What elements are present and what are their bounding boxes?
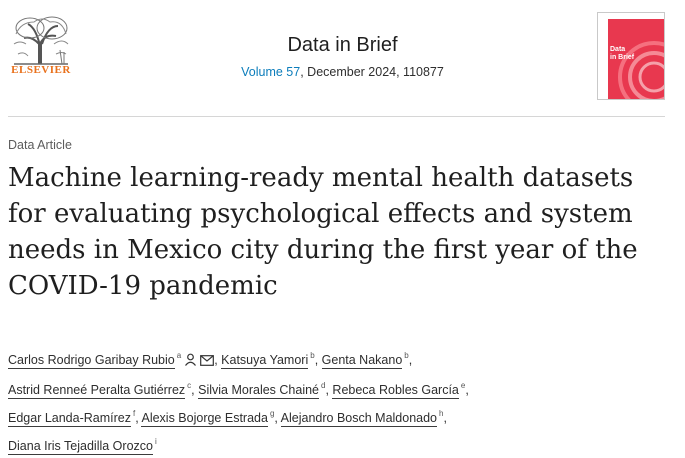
elsevier-wordmark: ELSEVIER — [11, 64, 71, 76]
affiliation-marker: b — [404, 351, 409, 360]
journal-meta — [0, 65, 685, 79]
author-item[interactable] — [8, 411, 135, 425]
author-line — [8, 430, 668, 458]
affiliation-marker: f — [132, 409, 136, 418]
author-item[interactable] — [221, 353, 315, 367]
author-name[interactable]: Diana Iris Tejadilla Orozco — [8, 439, 153, 453]
envelope-icon[interactable] — [200, 351, 214, 374]
journal-cover-thumbnail[interactable] — [597, 12, 665, 100]
author-item[interactable] — [332, 383, 465, 397]
author-item[interactable] — [322, 353, 409, 367]
author-item[interactable] — [141, 411, 274, 425]
author-line: Astrid Renneé Peralta Gutiérrez $^c$, Silvia Morales Chainé $^d$, Rebeca Robles García $^e$, — [8, 381, 469, 397]
journal-title-link[interactable]: Data in Brief — [287, 34, 398, 56]
affiliation-marker: h — [439, 409, 444, 418]
affiliation-marker: g — [269, 409, 275, 418]
affiliation-marker: c — [187, 381, 192, 390]
cover-side-strip — [598, 19, 608, 100]
author-name[interactable]: Genta Nakano — [321, 353, 403, 367]
affiliation-marker: b — [310, 351, 315, 360]
author-name[interactable]: Astrid Renneé Peralta Gutiérrez — [8, 383, 186, 397]
author-item[interactable] — [8, 383, 191, 397]
article-type-label: Data Article — [8, 138, 72, 152]
article-title: Machine learning-ready mental health datasets for evaluating psychological effects and system needs in Mexico city during the first year of the COVID-19 pandemic — [8, 163, 638, 301]
author-item[interactable] — [281, 411, 444, 425]
author-name[interactable]: Alexis Bojorge Estrada — [141, 411, 268, 425]
author-item[interactable] — [8, 439, 157, 453]
author-list — [8, 344, 668, 458]
author-item[interactable] — [198, 383, 325, 397]
volume-link[interactable]: Volume 57 — [241, 65, 301, 79]
affiliation-marker: e — [460, 381, 466, 390]
author-item[interactable] — [8, 353, 214, 367]
author-name[interactable]: Silvia Morales Chainé — [198, 383, 320, 397]
author-name[interactable]: Edgar Landa-Ramírez — [8, 411, 131, 425]
affiliation-marker: d — [321, 381, 326, 390]
affiliation-marker: a — [176, 351, 182, 360]
author-line: Carlos Rodrigo Garibay Rubio $^a$ , Katsuya Yamori $^b$, Genta Nakano $^b$, — [8, 344, 668, 374]
person-icon[interactable] — [184, 351, 197, 374]
author-name[interactable]: Alejandro Bosch Maldonado — [280, 411, 438, 425]
affiliation-marker: i — [154, 437, 157, 446]
cover-title: Data in Brief — [610, 46, 635, 61]
author-name[interactable]: Carlos Rodrigo Garibay Rubio — [8, 353, 175, 367]
author-line: Edgar Landa-Ramírez $^f$, Alexis Bojorge Estrada $^g$, Alejandro Bosch Maldonado $^h$, — [8, 409, 447, 425]
author-name[interactable]: Rebeca Robles García — [332, 383, 459, 397]
issue-info: , December 2024, 110877 — [300, 65, 444, 79]
author-name[interactable]: Katsuya Yamori — [221, 353, 309, 367]
header-divider — [8, 116, 665, 117]
